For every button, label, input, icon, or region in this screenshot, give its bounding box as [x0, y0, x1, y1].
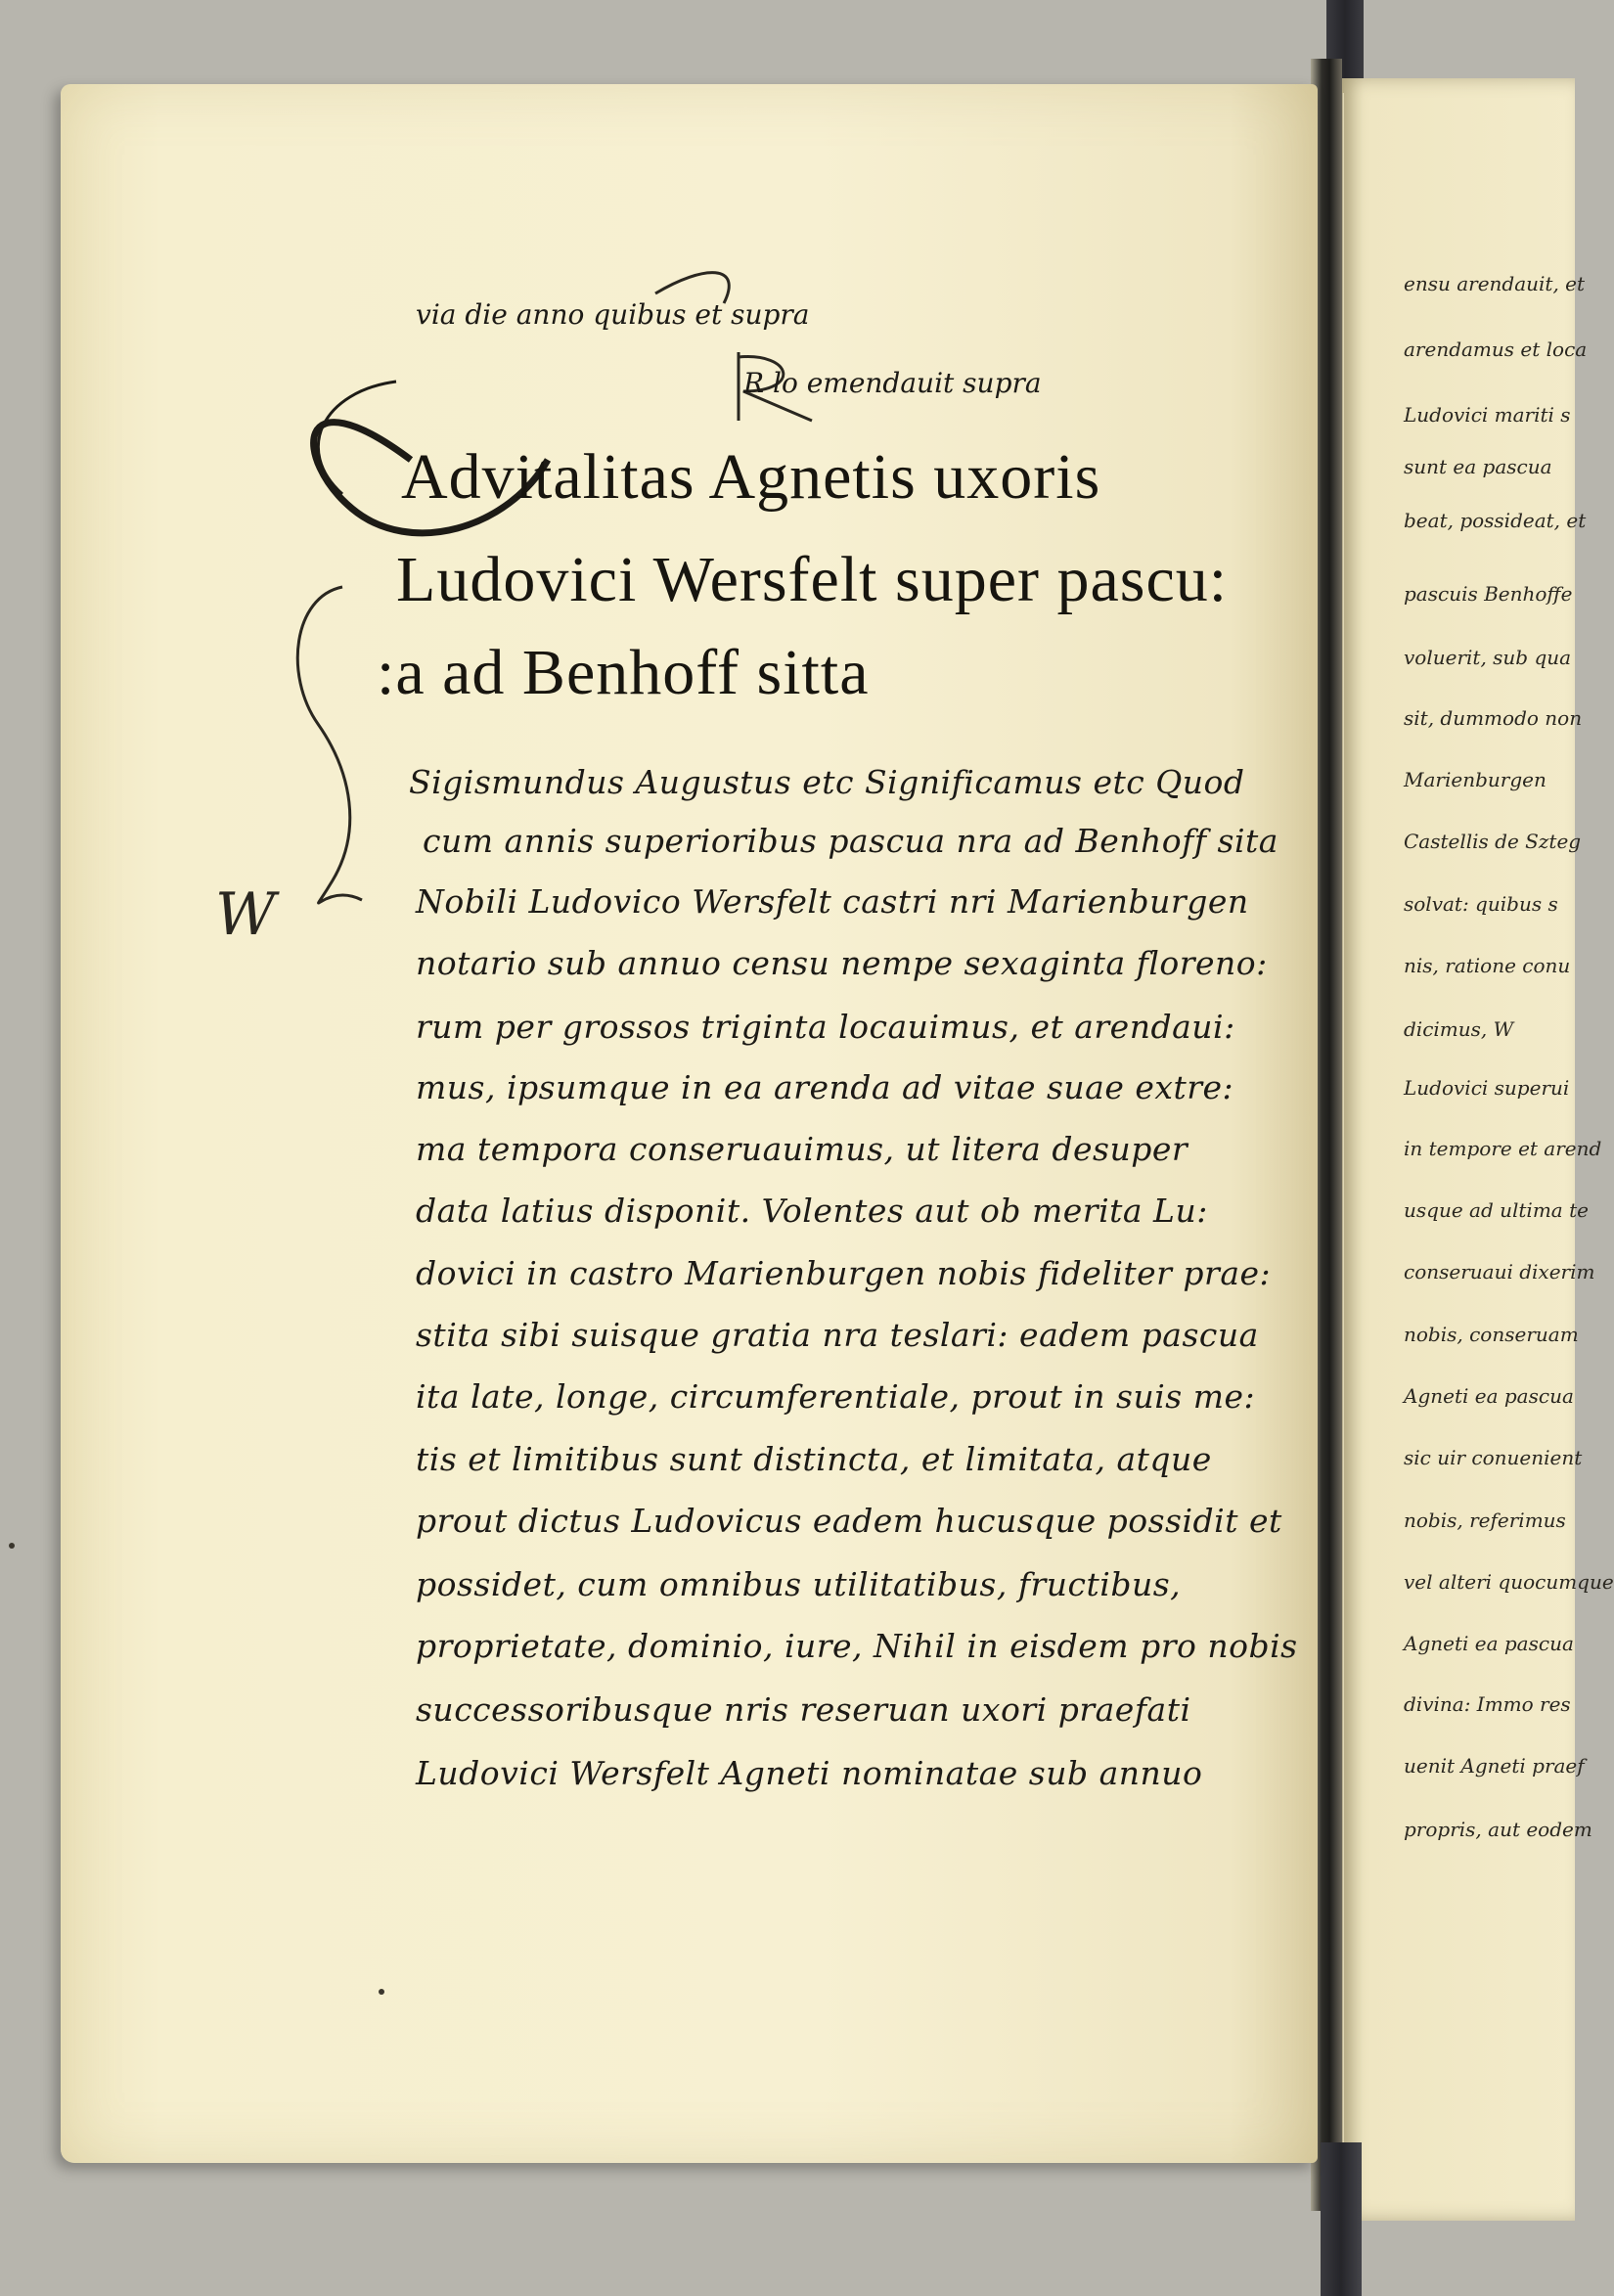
right-line-14: Ludovici superui	[1404, 1076, 1570, 1100]
margin-bracket	[297, 587, 362, 903]
ink-dot	[9, 1543, 15, 1549]
body-line-11: ita late, longe, circumferentiale, prout in suis me:	[416, 1377, 1256, 1416]
body-line-12: tis et limitibus sunt distincta, et limitata, atque	[416, 1440, 1212, 1478]
right-line-20: sic uir conuenient	[1404, 1446, 1583, 1469]
ink-dot	[379, 1989, 384, 1995]
right-line-1: ensu arendauit, et	[1404, 272, 1586, 295]
right-line-8: sit, dummodo non	[1404, 706, 1583, 730]
right-line-18: nobis, conseruam	[1404, 1323, 1579, 1346]
body-line-13: prout dictus Ludovicus eadem hucusque possidit et	[416, 1502, 1282, 1540]
body-line-16: successoribusque nris reseruan uxori praefati	[416, 1690, 1191, 1729]
body-line-1: Sigismundus Augustus etc Significamus etc Quod	[409, 763, 1245, 801]
heading-line-1: Advitalitas Agnetis uxoris	[401, 441, 1101, 513]
body-line-3: Nobili Ludovico Wersfelt castri nri Marienburgen	[416, 882, 1249, 921]
right-line-7: voluerit, sub qua	[1404, 646, 1572, 669]
right-line-3: Ludovici mariti s	[1404, 403, 1571, 427]
right-line-15: in tempore et arend	[1404, 1137, 1602, 1160]
margin-note: W	[215, 880, 276, 949]
right-line-12: nis, ratione conu	[1404, 954, 1571, 977]
body-line-2: cum annis superioribus pascua nra ad Benhoff sita	[423, 822, 1278, 860]
right-line-4: sunt ea pascua	[1404, 455, 1552, 478]
right-line-24: divina: Immo res	[1404, 1692, 1571, 1716]
right-line-9: Marienburgen	[1404, 768, 1547, 791]
top-line-1: via die anno quibus et supra	[416, 298, 810, 331]
body-line-15: proprietate, dominio, iure, Nihil in eisdem pro nobis	[416, 1627, 1298, 1665]
right-line-11: solvat: quibus s	[1404, 892, 1558, 916]
right-line-10: Castellis de Szteg	[1404, 830, 1582, 853]
body-line-7: ma tempora conseruauimus, ut litera desuper	[416, 1130, 1188, 1168]
body-line-10: stita sibi suisque gratia nra teslari: eadem pascua	[416, 1316, 1259, 1354]
body-line-8: data latius disponit. Volentes aut ob merita Lu:	[416, 1192, 1208, 1230]
right-line-17: conseruaui dixerim	[1404, 1260, 1595, 1283]
right-line-6: pascuis Benhoffe	[1404, 582, 1573, 606]
body-line-14: possidet, cum omnibus utilitatibus, fructibus,	[416, 1565, 1182, 1603]
right-line-25: uenit Agneti praef	[1404, 1754, 1585, 1778]
body-line-9: dovici in castro Marienburgen nobis fideliter prae:	[416, 1254, 1272, 1292]
body-line-4: notario sub annuo censu nempe sexaginta floreno:	[416, 944, 1268, 982]
heading-line-3: :a ad Benhoff sitta	[377, 637, 870, 708]
right-line-2: arendamus et loca	[1404, 338, 1588, 361]
right-line-5: beat, possideat, et	[1404, 509, 1587, 532]
body-line-17: Ludovici Wersfelt Agneti nominatae sub annuo	[416, 1754, 1203, 1792]
right-line-26: propris, aut eodem	[1404, 1818, 1592, 1841]
body-line-6: mus, ipsumque in ea arenda ad vitae suae extre:	[416, 1068, 1234, 1106]
right-line-13: dicimus, W	[1404, 1017, 1514, 1041]
right-line-19: Agneti ea pascua	[1404, 1384, 1574, 1408]
top-line-2: R lo emendauit supra	[743, 367, 1042, 399]
heading-line-2: Ludovici Wersfelt super pascu:	[396, 544, 1229, 615]
right-line-23: Agneti ea pascua	[1404, 1632, 1574, 1655]
right-line-16: usque ad ultima te	[1404, 1198, 1589, 1222]
right-line-21: nobis, referimus	[1404, 1508, 1566, 1532]
right-line-22: vel alteri quocumque	[1404, 1570, 1614, 1594]
body-line-5: rum per grossos triginta locauimus, et arendaui:	[416, 1008, 1235, 1046]
